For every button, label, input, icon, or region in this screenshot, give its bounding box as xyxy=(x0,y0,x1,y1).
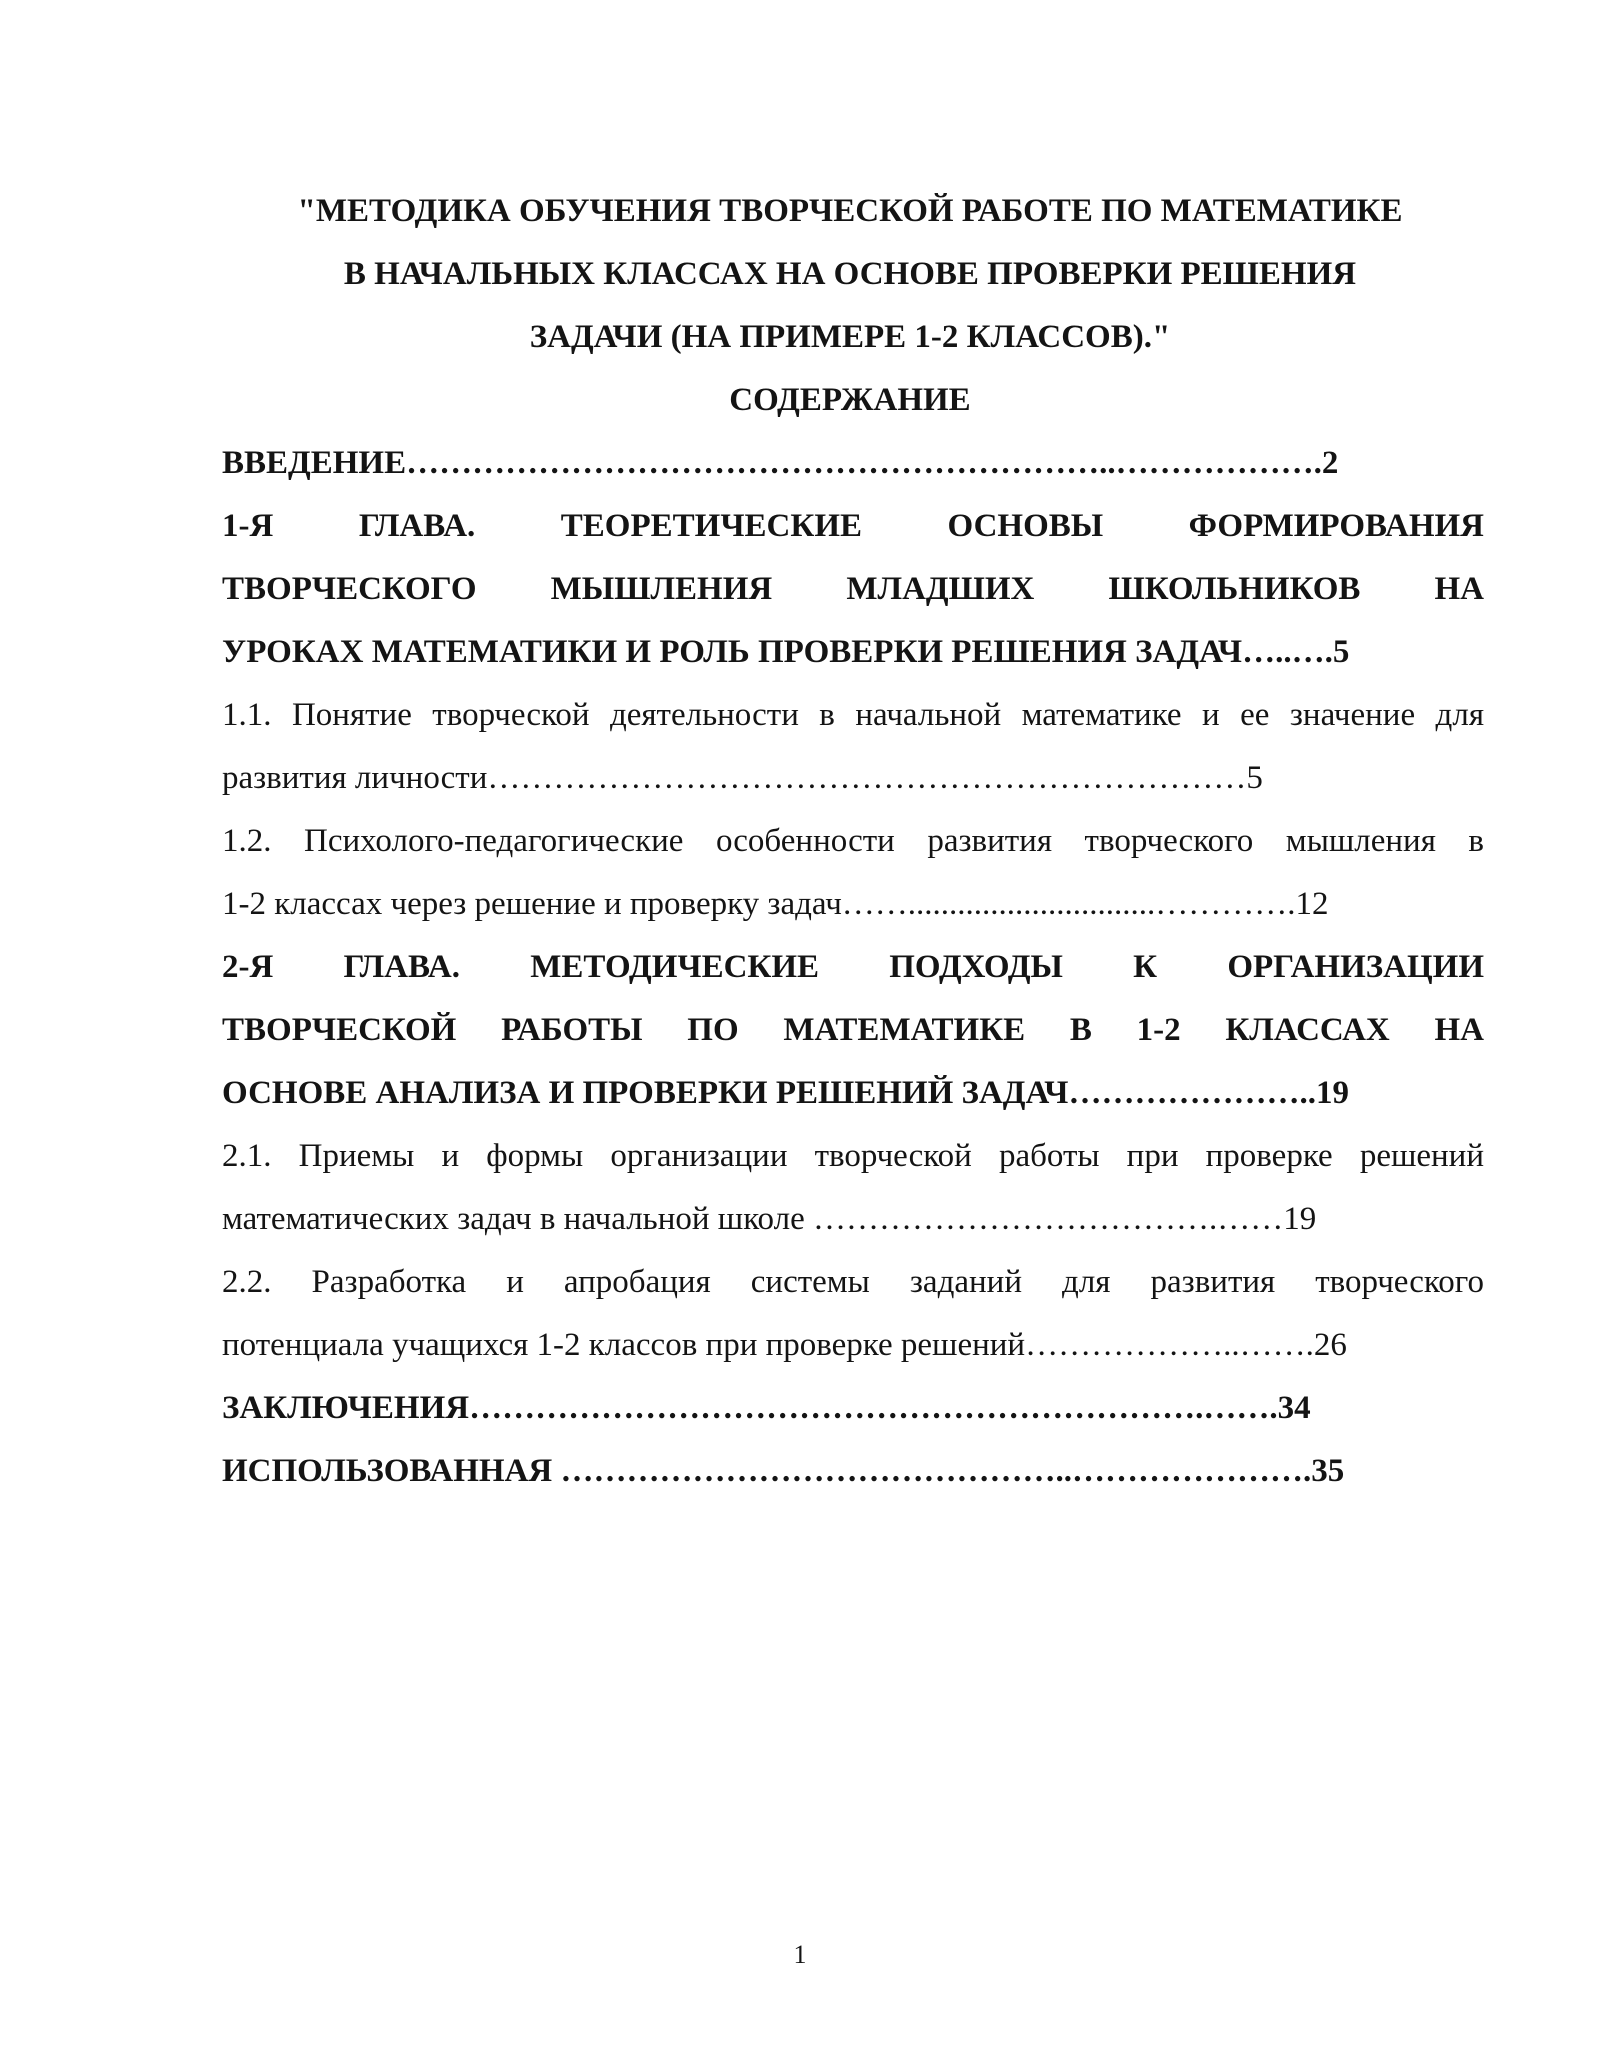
toc-section-2-2-line-1: 2.2. Разработка и апробация системы заданий для развития творческого xyxy=(222,1264,1484,1300)
title-line-1: "МЕТОДИКА ОБУЧЕНИЯ ТВОРЧЕСКОЙ РАБОТЕ ПО МАТЕМАТИКЕ xyxy=(297,193,1403,229)
toc-section-2-1-line-2: математических задач в начальной школе ……………………………….……19 xyxy=(222,1201,1317,1237)
toc-section-1-1-line-1: 1.1. Понятие творческой деятельности в начальной математике и ее значение для xyxy=(222,697,1484,733)
toc-chapter-1-line-3: УРОКАХ МАТЕМАТИКИ И РОЛЬ ПРОВЕРКИ РЕШЕНИЯ ЗАДАЧ…..….5 xyxy=(222,634,1350,670)
toc-chapter-1 xyxy=(222,495,1484,684)
contents-heading: СОДЕРЖАНИЕ xyxy=(729,382,971,418)
toc-section-2-1-line-1: 2.1. Приемы и формы организации творческой работы при проверке решений xyxy=(222,1138,1484,1174)
toc-references: ИСПОЛЬЗОВАННАЯ ………………………………………..………………….35 xyxy=(222,1453,1345,1489)
toc-chapter-2-line-1: 2-Я ГЛАВА. МЕТОДИЧЕСКИЕ ПОДХОДЫ К ОРГАНИЗАЦИИ xyxy=(222,949,1484,985)
toc-chapter-1-line-2: ТВОРЧЕСКОГО МЫШЛЕНИЯ МЛАДШИХ ШКОЛЬНИКОВ НА xyxy=(222,571,1484,607)
document-title xyxy=(200,180,1500,369)
title-line-2: В НАЧАЛЬНЫХ КЛАССАХ НА ОСНОВЕ ПРОВЕРКИ РЕШЕНИЯ xyxy=(343,256,1357,292)
toc-section-1-2-line-2: 1-2 классах через решение и проверку задач……..............................………….12 xyxy=(222,886,1329,922)
toc-section-2-2 xyxy=(222,1251,1484,1377)
toc-section-1-1 xyxy=(222,684,1484,810)
toc-section-1-1-line-2: развития личности……………………………………………………………5 xyxy=(222,760,1263,796)
toc-chapter-2-line-2: ТВОРЧЕСКОЙ РАБОТЫ ПО МАТЕМАТИКЕ В 1-2 КЛАССАХ НА xyxy=(222,1012,1484,1048)
toc-section-2-2-line-2: потенциала учащихся 1-2 классов при проверке решений………………..…….26 xyxy=(222,1327,1347,1363)
toc-introduction: ВВЕДЕНИЕ………………………………………………………..……………….2 xyxy=(222,445,1339,481)
page-number: 1 xyxy=(793,1940,807,1969)
toc-conclusion: ЗАКЛЮЧЕНИЯ………………………………………………………….…….34 xyxy=(222,1390,1311,1426)
toc-chapter-2-line-3: ОСНОВЕ АНАЛИЗА И ПРОВЕРКИ РЕШЕНИЙ ЗАДАЧ…………………..19 xyxy=(222,1075,1350,1111)
table-of-contents xyxy=(222,432,1484,1503)
toc-chapter-1-line-1: 1-Я ГЛАВА. ТЕОРЕТИЧЕСКИЕ ОСНОВЫ ФОРМИРОВАНИЯ xyxy=(222,508,1484,544)
toc-chapter-2 xyxy=(222,936,1484,1125)
title-line-3: ЗАДАЧИ (НА ПРИМЕРЕ 1-2 КЛАССОВ)." xyxy=(529,319,1171,355)
toc-section-2-1 xyxy=(222,1125,1484,1251)
toc-section-1-2 xyxy=(222,810,1484,936)
toc-section-1-2-line-1: 1.2. Психолого-педагогические особенности развития творческого мышления в xyxy=(222,823,1484,859)
